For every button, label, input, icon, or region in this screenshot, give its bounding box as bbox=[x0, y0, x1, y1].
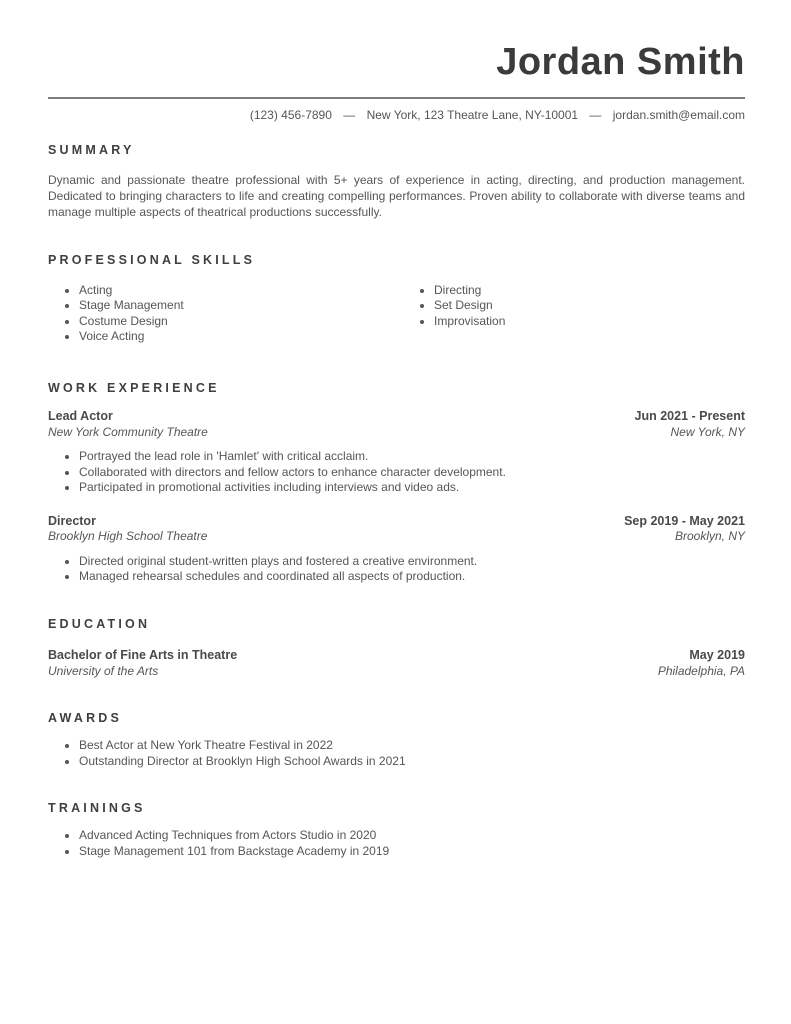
education-subheader-row bbox=[48, 664, 745, 680]
list-item: • Directing bbox=[434, 283, 745, 299]
job-role: Lead Actor bbox=[48, 409, 113, 424]
list-item: • Managed rehearsal schedules and coordinated all aspects of production. bbox=[79, 569, 745, 585]
section-title-trainings: TRAININGS bbox=[48, 801, 146, 816]
contact-phone: (123) 456-7890 bbox=[249, 107, 332, 122]
summary-text: Dynamic and passionate theatre professional with 5+ years of experience in acting, directing, and production management. Dedicated to bringing characters to life and creating compelling performances. Proven ability to collaborate with diverse teams and manage multiple aspects of theatrical productions successfully. bbox=[48, 172, 745, 220]
education-entry bbox=[48, 648, 745, 679]
education-school: University of the Arts bbox=[48, 663, 159, 678]
list-item: • Acting bbox=[79, 283, 403, 299]
experience-block bbox=[48, 409, 745, 585]
skills-column-right bbox=[403, 283, 745, 345]
header-divider bbox=[48, 97, 745, 99]
list-item: • Voice Acting bbox=[79, 329, 403, 345]
job-location: Brooklyn, NY bbox=[674, 529, 745, 544]
list-item: • Portrayed the lead role in 'Hamlet' with critical acclaim. bbox=[79, 449, 745, 465]
list-item: • Set Design bbox=[434, 298, 745, 314]
job-location: New York, NY bbox=[670, 424, 745, 439]
job-header-row bbox=[48, 409, 745, 425]
job-dates: Sep 2019 - May 2021 bbox=[624, 513, 745, 528]
job-entry bbox=[48, 514, 745, 585]
section-title-experience: WORK EXPERIENCE bbox=[48, 381, 220, 396]
trainings-list bbox=[48, 828, 745, 859]
education-header-row bbox=[48, 648, 745, 664]
job-role: Director bbox=[48, 513, 96, 528]
list-item: • Costume Design bbox=[79, 314, 403, 330]
awards-list bbox=[48, 738, 745, 769]
education-location: Philadelphia, PA bbox=[657, 663, 745, 678]
education-dates: May 2019 bbox=[689, 648, 745, 663]
list-item: • Directed original student-written plays and fostered a creative environment. bbox=[79, 554, 745, 570]
skills-column-left bbox=[48, 283, 403, 345]
job-company: New York Community Theatre bbox=[48, 424, 208, 439]
skills-columns bbox=[48, 283, 745, 345]
list-item: • Stage Management bbox=[79, 298, 403, 314]
section-title-education: EDUCATION bbox=[48, 617, 151, 632]
job-company: Brooklyn High School Theatre bbox=[48, 529, 208, 544]
contact-separator: — bbox=[343, 107, 356, 122]
job-entry bbox=[48, 409, 745, 496]
education-degree: Bachelor of Fine Arts in Theatre bbox=[48, 648, 238, 663]
contact-address: New York, 123 Theatre Lane, NY-10001 bbox=[366, 107, 579, 122]
list-item: • Best Actor at New York Theatre Festival in 2022 bbox=[79, 738, 745, 754]
list-item: • Collaborated with directors and fellow actors to enhance character development. bbox=[79, 465, 745, 481]
person-name: Jordan Smith bbox=[496, 41, 745, 83]
skills-list-left bbox=[48, 283, 403, 345]
section-title-awards: AWARDS bbox=[48, 711, 123, 726]
list-item: • Stage Management 101 from Backstage Academy in 2019 bbox=[79, 844, 745, 860]
job-dates: Jun 2021 - Present bbox=[634, 409, 745, 424]
job-subheader-row bbox=[48, 425, 745, 441]
job-bullets bbox=[48, 554, 745, 585]
job-subheader-row bbox=[48, 529, 745, 545]
list-item: • Advanced Acting Techniques from Actors Studio in 2020 bbox=[79, 828, 745, 844]
section-title-skills: PROFESSIONAL SKILLS bbox=[48, 252, 256, 267]
job-header-row bbox=[48, 514, 745, 530]
job-bullets bbox=[48, 449, 745, 496]
list-item: • Participated in promotional activities including interviews and video ads. bbox=[79, 480, 745, 496]
section-title-summary: SUMMARY bbox=[48, 142, 135, 157]
list-item: • Improvisation bbox=[434, 314, 745, 330]
contact-line bbox=[48, 108, 745, 122]
skills-list-right bbox=[403, 283, 745, 330]
list-item: • Outstanding Director at Brooklyn High School Awards in 2021 bbox=[79, 754, 745, 770]
contact-separator: — bbox=[589, 107, 602, 122]
contact-email: jordan.smith@email.com bbox=[612, 107, 745, 122]
